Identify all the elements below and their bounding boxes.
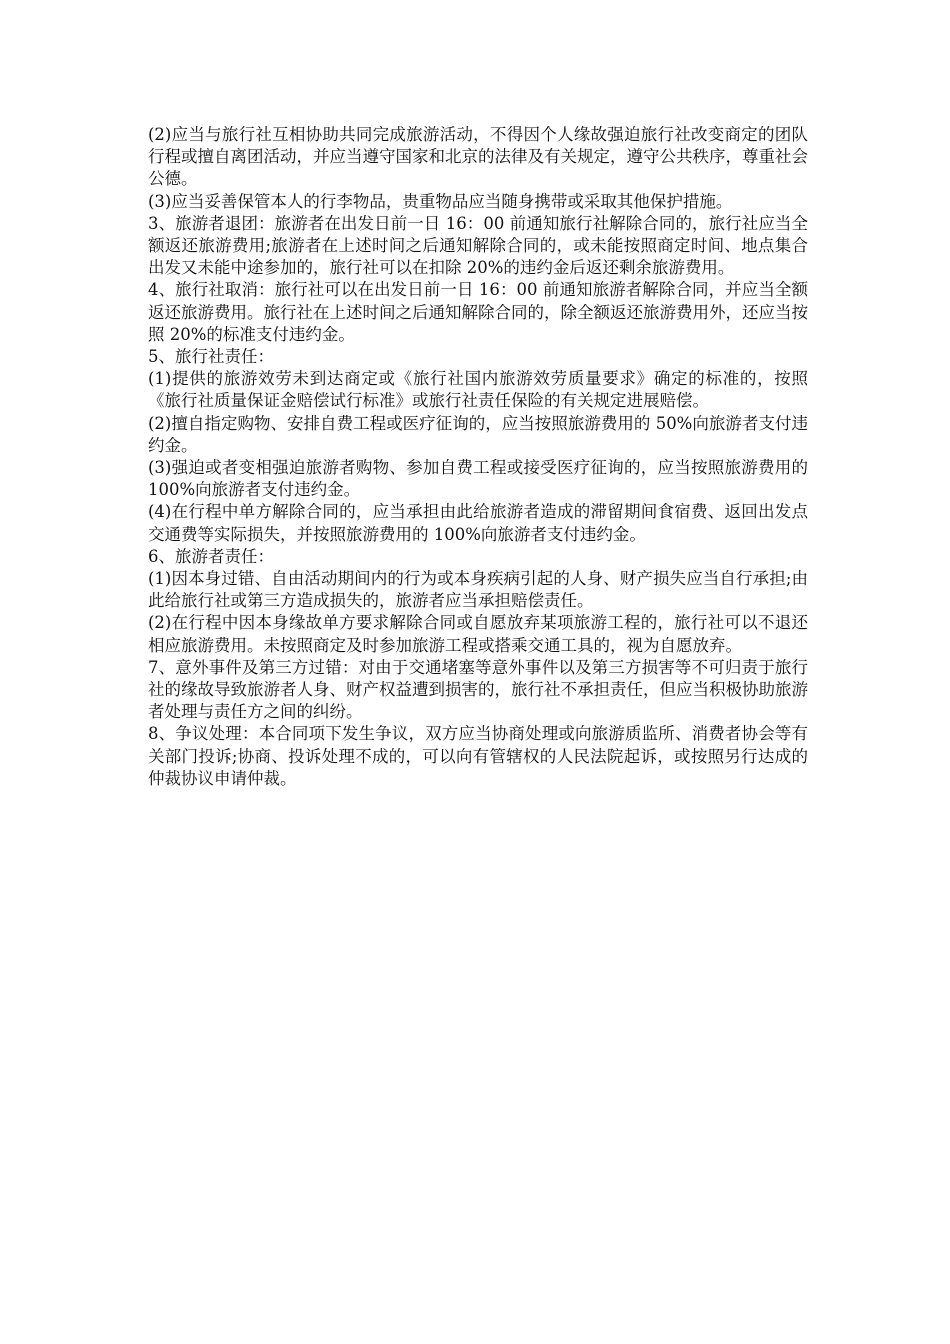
paragraph-agency-liability-2: (2)擅自指定购物、安排自费工程或医疗征询的，应当按照旅游费用的 50%向旅游者支付违约金。 bbox=[148, 413, 808, 455]
paragraph-passenger-liability-1: (1)因本身过错、自由活动期间内的行为或本身疾病引起的人身、财产损失应当自行承担;由此给旅行社或第三方造成损失的，旅游者应当承担赔偿责任。 bbox=[148, 569, 808, 611]
paragraph-passenger-withdrawal: 3、旅游者退团：旅游者在出发日前一日 16：00 前通知旅行社解除合同的，旅行社应当全额返还旅游费用;旅游者在上述时间之后通知解除合同的，或未能按照商定时间、地点集合出发又未能中途参加的，旅行社可以在扣除 20%的违约金后返还剩余旅游费用。 bbox=[148, 213, 808, 278]
paragraph-agency-liability-3: (3)强迫或者变相强迫旅游者购物、参加自费工程或接受医疗征询的，应当按照旅游费用的 100%向旅游者支付违约金。 bbox=[148, 458, 808, 500]
heading-passenger-liability: 6、旅游者责任： bbox=[148, 546, 274, 566]
paragraph-dispute-resolution: 8、争议处理：本合同项下发生争议，双方应当协商处理或向旅游质监所、消费者协会等有关部门投诉;协商、投诉处理不成的，可以向有管辖权的人民法院起诉，或按照另行达成的仲裁协议申请仲裁。 bbox=[148, 724, 808, 788]
paragraph-agency-liability-1: (1)提供的旅游效劳未到达商定或《旅行社国内旅游效劳质量要求》确定的标准的，按照《旅行社质量保证金赔偿试行标准》或旅行社责任保险的有关规定进展赔偿。 bbox=[148, 369, 808, 411]
paragraph-passenger-liability-2: (2)在行程中因本身缘故单方要求解除合同或自愿放弃某项旅游工程的，旅行社可以不退还相应旅游费用。未按照商定及时参加旅游工程或搭乘交通工具的，视为自愿放弃。 bbox=[148, 613, 808, 655]
paragraph-passenger-luggage: (3)应当妥善保管本人的行李物品，贵重物品应当随身携带或采取其他保护措施。 bbox=[148, 191, 733, 211]
paragraph-agency-liability-4: (4)在行程中单方解除合同的，应当承担由此给旅游者造成的滞留期间食宿费、返回出发点交通费等实际损失，并按照旅游费用的 100%向旅游者支付违约金。 bbox=[148, 502, 808, 544]
paragraph-agency-cancellation: 4、旅行社取消：旅行社可以在出发日前一日 16：00 前通知旅游者解除合同，并应当全额返还旅游费用。旅行社在上述时间之后通知解除合同的，除全额返还旅游费用外，还应当按照 20%的标准支付违约金。 bbox=[148, 280, 808, 344]
paragraph-passenger-cooperation: (2)应当与旅行社互相协助共同完成旅游活动，不得因个人缘故强迫旅行社改变商定的团队行程或擅自离团活动，并应当遵守国家和北京的法律及有关规定，遵守公共秩序，尊重社会公德。 bbox=[148, 125, 808, 189]
paragraph-force-majeure: 7、意外事件及第三方过错：对由于交通堵塞等意外事件以及第三方损害等不可归责于旅行社的缘故导致旅游者人身、财产权益遭到损害的，旅行社不承担责任，但应当积极协助旅游者处理与责任方之间的纠纷。 bbox=[148, 657, 808, 722]
heading-agency-liability: 5、旅行社责任： bbox=[148, 347, 274, 367]
document-page bbox=[148, 124, 808, 790]
